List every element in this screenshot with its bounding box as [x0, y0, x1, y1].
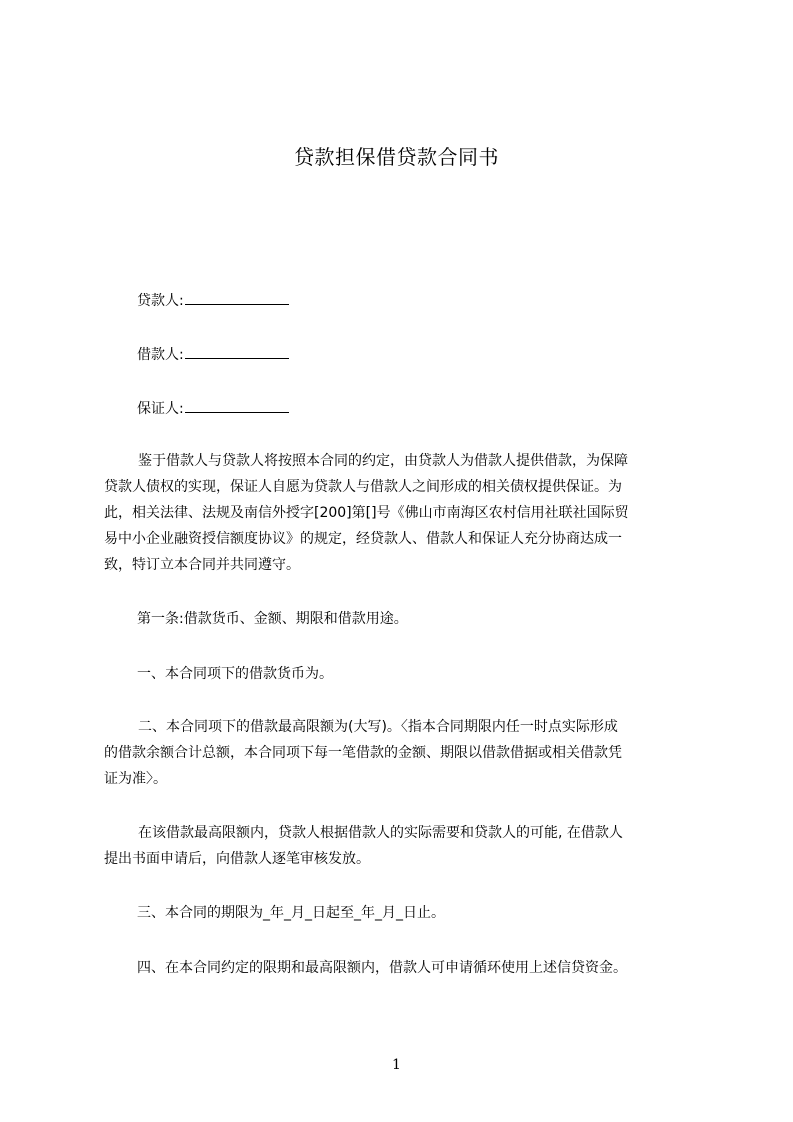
preamble-line: 鉴于借款人与贷款人将按照本合同的约定，由贷款人为借款人提供借款，为保障 [138, 453, 628, 469]
clause-2-line: 证为准〉。 [104, 771, 167, 787]
clause-1: 一、本合同项下的借款货币为。 [137, 666, 333, 682]
lender-field [137, 290, 289, 311]
article-1-heading: 第一条:借款货币、金额、期限和借款用途。 [137, 611, 408, 627]
clause-2-note-paragraph [104, 820, 700, 872]
guarantor-blank [185, 398, 289, 413]
clause-2-note-line: 在该借款最高限额内，贷款人根据借款人的实际需要和贷款人的可能, 在借款人 [138, 825, 623, 841]
lender-label: 贷款人: [137, 293, 184, 309]
guarantor-label: 保证人: [137, 401, 184, 417]
borrower-label: 借款人: [137, 347, 184, 363]
preamble-line: 此，相关法律、法规及南信外授字[200]第[]号《佛山市南海区农村信用社联社国际贸 [104, 505, 629, 521]
preamble-line: 致，特订立本合同并共同遵守。 [104, 557, 300, 573]
document-title: 贷款担保借贷款合同书 [294, 145, 499, 169]
lender-blank [185, 290, 289, 305]
guarantor-field [137, 398, 289, 419]
clause-2-paragraph [104, 714, 700, 792]
borrower-field [137, 344, 289, 365]
preamble-line: 贷款人债权的实现，保证人自愿为贷款人与借款人之间形成的相关债权提供保证。为 [104, 479, 622, 495]
preamble-line: 易中小企业融资授信额度协议》的规定，经贷款人、借款人和保证人充分协商达成一 [104, 531, 622, 547]
clause-2-line: 二、本合同项下的借款最高限额为(大写)。〈指本合同期限内任一时点实际形成 [138, 719, 618, 735]
clause-4: 四、在本合同约定的限期和最高限额内，借款人可申请循环使用上述信贷资金。 [137, 960, 627, 976]
clause-2-note-line: 提出书面申请后，向借款人逐笔审核发放。 [104, 851, 370, 867]
clause-2-line: 的借款余额合计总额，本合同项下每一笔借款的金额、期限以借款借据或相关借款凭 [104, 745, 622, 761]
clause-3: 三、本合同的期限为_年_月_日起至_年_月_日止。 [137, 905, 445, 921]
preamble-paragraph [104, 448, 700, 578]
borrower-blank [185, 344, 289, 359]
page-number: 1 [392, 1057, 401, 1073]
